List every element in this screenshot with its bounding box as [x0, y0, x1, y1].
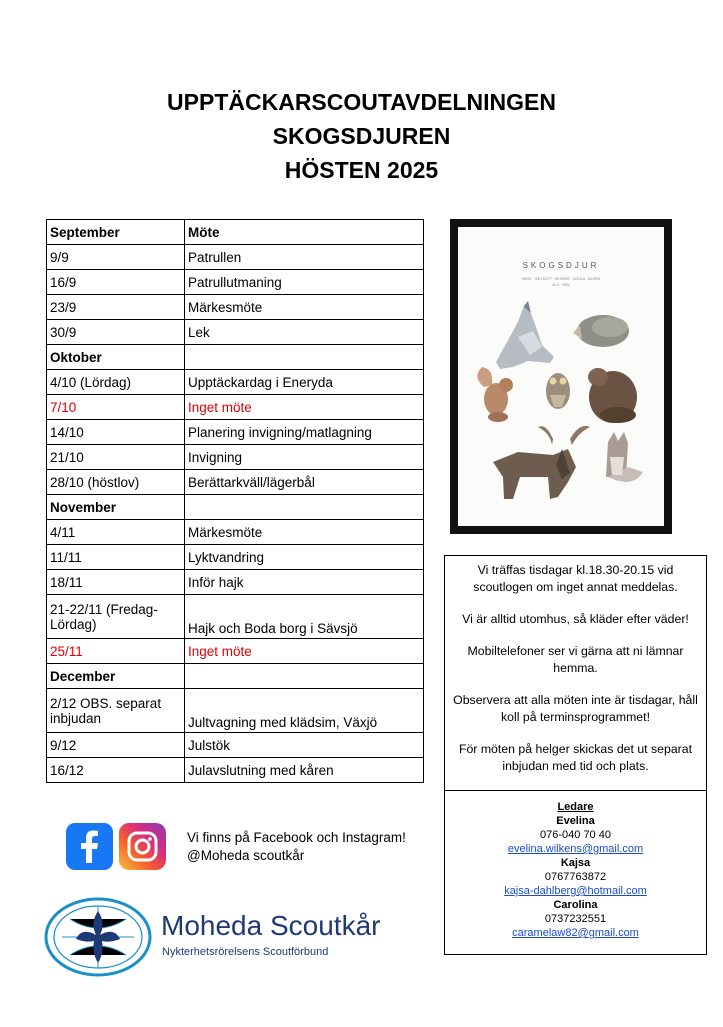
table-row: [47, 733, 424, 758]
leaders-heading: Ledare: [557, 801, 594, 813]
animal-illustrations: [458, 227, 664, 526]
title-line-3: HÖSTEN 2025: [284, 157, 439, 183]
month-row: [47, 495, 424, 520]
row-event: Lek: [185, 320, 424, 345]
month-row: [47, 664, 424, 689]
row-date: 2/12 OBS. separat inbjudan: [47, 689, 185, 733]
facebook-icon[interactable]: [66, 823, 113, 870]
info-box: [444, 555, 707, 791]
social-line-1: Vi finns på Facebook och Instagram!: [187, 830, 406, 845]
row-date: 25/11: [47, 639, 185, 664]
wolf-illustration: [496, 301, 554, 369]
leader-email-link[interactable]: kajsa-dahlberg@hotmail.com: [504, 885, 647, 897]
page-title: [0, 85, 723, 187]
row-date: 23/9: [47, 295, 185, 320]
poster-subtitle-1: VARG · IGELKOTT · EKORRE · UGGLA · BJÖRN: [521, 277, 601, 281]
row-date: 30/9: [47, 320, 185, 345]
month-label: Oktober: [47, 345, 185, 370]
row-date: 4/10 (Lördag): [47, 370, 185, 395]
leader-name: Kajsa: [560, 857, 591, 869]
row-date: 28/10 (höstlov): [47, 470, 185, 495]
table-row: [47, 570, 424, 595]
table-row: [47, 245, 424, 270]
title-line-1: UPPTÄCKARSCOUTAVDELNINGEN: [167, 89, 556, 115]
row-event: Planering invigning/matlagning: [185, 420, 424, 445]
row-date: 21/10: [47, 445, 185, 470]
leader-phone: 0767763872: [544, 871, 607, 883]
social-text: [187, 829, 406, 865]
row-date: 16/12: [47, 758, 185, 783]
scout-logo-icon: [44, 897, 152, 977]
table-row: [47, 545, 424, 570]
row-date: 11/11: [47, 545, 185, 570]
table-row: [47, 420, 424, 445]
row-event: [185, 495, 424, 520]
squirrel-illustration: [477, 367, 513, 422]
row-event: Julavslutning med kåren: [185, 758, 424, 783]
poster-title: SKOGSDJUR: [522, 261, 600, 270]
table-row: [47, 595, 424, 639]
logo-subtitle: Nykterhetsrörelsens Scoutförbund: [162, 946, 329, 958]
leader-email-link[interactable]: caramelaw82@gmail.com: [512, 927, 639, 939]
title-line-2: SKOGSDJUREN: [272, 123, 451, 149]
logo-name: Moheda Scoutkår: [161, 910, 381, 941]
table-row: [47, 445, 424, 470]
month-row: [47, 345, 424, 370]
month-label: December: [47, 664, 185, 689]
animal-poster: [450, 219, 672, 534]
row-event: Hajk och Boda borg i Sävsjö: [185, 595, 424, 639]
leaders-box: [444, 790, 707, 955]
row-event: Märkesmöte: [185, 520, 424, 545]
row-event: Julstök: [185, 733, 424, 758]
owl-illustration: [546, 373, 570, 409]
schedule-table: [46, 219, 424, 783]
table-row: [47, 758, 424, 783]
row-date: 7/10: [47, 395, 185, 420]
row-event: Inför hajk: [185, 570, 424, 595]
row-event: Jultvagning med klädsim, Växjö: [185, 689, 424, 733]
info-weekend-note: För möten på helger skickas det ut separat inbjudan med tid och plats.: [458, 742, 693, 773]
poster-canvas: [458, 227, 664, 526]
row-event: Invigning: [185, 445, 424, 470]
table-row: [47, 320, 424, 345]
table-header-row: [47, 220, 424, 245]
leader-name: Carolina: [553, 899, 598, 911]
moose-illustration: [493, 426, 590, 499]
row-event: [185, 345, 424, 370]
row-event: Upptäckardag i Eneryda: [185, 370, 424, 395]
row-date: 16/9: [47, 270, 185, 295]
leader-name: Evelina: [556, 815, 595, 827]
table-row: [47, 689, 424, 733]
row-date: 4/11: [47, 520, 185, 545]
table-row: [47, 295, 424, 320]
row-event: Inget möte: [185, 639, 424, 664]
table-row-cancelled: [47, 395, 424, 420]
header-month: September: [47, 220, 185, 245]
table-row: [47, 370, 424, 395]
info-schedule-note: Observera att alla möten inte är tisdagar, håll koll på terminsprogrammet!: [453, 693, 698, 724]
bear-illustration: [588, 368, 637, 423]
leader-phone: 076-040 70 40: [540, 829, 611, 841]
row-event: Patrullen: [185, 245, 424, 270]
row-date: 9/9: [47, 245, 185, 270]
row-event: [185, 664, 424, 689]
row-event: Märkesmöte: [185, 295, 424, 320]
table-row: [47, 270, 424, 295]
row-event: Berättarkväll/lägerbål: [185, 470, 424, 495]
header-meeting: Möte: [185, 220, 424, 245]
poster-subtitle-2: ÄLG · RÄV: [552, 283, 570, 287]
leader-phone: 0737232551: [544, 913, 607, 925]
row-date: 9/12: [47, 733, 185, 758]
table-row: [47, 470, 424, 495]
row-event: Inget möte: [185, 395, 424, 420]
month-label: November: [47, 495, 185, 520]
info-outdoors: Vi är alltid utomhus, så kläder efter väder!: [462, 612, 689, 626]
hedgehog-illustration: [573, 315, 629, 347]
row-date: 21-22/11 (Fredag-Lördag): [47, 595, 185, 639]
info-meeting-time: Vi träffas tisdagar kl.18.30-20.15 vid scoutlogen om inget annat meddelas.: [473, 563, 678, 594]
row-event: Patrullutmaning: [185, 270, 424, 295]
row-date: 18/11: [47, 570, 185, 595]
row-date: 14/10: [47, 420, 185, 445]
info-phones: Mobiltelefoner ser vi gärna att ni lämnar hemma.: [467, 644, 684, 675]
instagram-icon[interactable]: [119, 823, 166, 870]
table-row: [47, 520, 424, 545]
table-row-cancelled: [47, 639, 424, 664]
leader-email-link[interactable]: evelina.wilkens@gmail.com: [507, 843, 644, 855]
social-handle: @Moheda scoutkår: [187, 848, 305, 863]
fox-illustration: [606, 432, 643, 482]
row-event: Lyktvandring: [185, 545, 424, 570]
